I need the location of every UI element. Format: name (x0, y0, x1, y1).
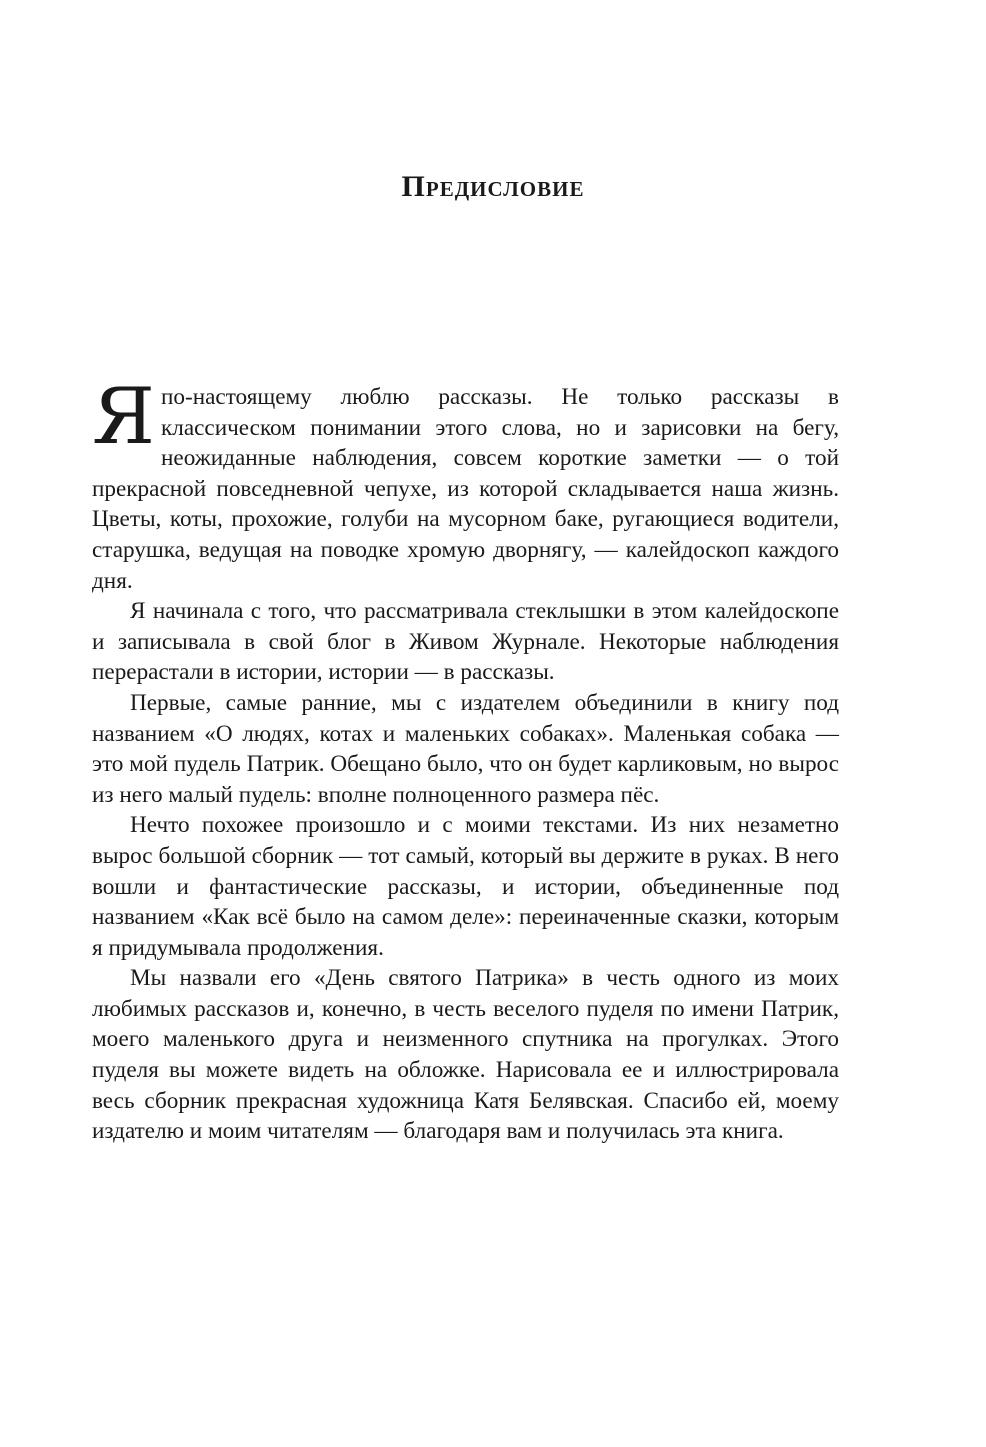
paragraph-3: Первые, самые ранние, мы с издателем объединили в книгу под названием «О людях, котах и маленьких собаках». Маленькая собака — это мой пудель Патрик. Обещано было, что он будет карликовым, но вырос из него малый пудель: вполне полноценного размера пёс. (92, 689, 839, 808)
paragraph-2: Я начинала с того, что рассматривала стеклышки в этом калейдоскопе и записывала в свой блог в Живом Журнале. Некоторые наблюдения перерастали в истории, истории — в рассказы. (92, 598, 839, 686)
paragraph-5: Мы назвали его «День святого Патрика» в честь одного из моих любимых рассказов и, конечно, в честь веселого пуделя по имени Патрик, моего маленького друга и неизменного спутника на прогулках. Этого пуделя вы можете видеть на обложке. Нарисовала ее и иллюстрировала весь сборник прекрасная художница Катя Белявская. Спасибо ей, моему издателю и моим читателям — благодаря вам и получилась эта книга. (92, 965, 839, 1145)
paragraph-1 (92, 372, 839, 596)
page-title: Предисловие (401, 170, 585, 203)
drop-cap: Я (92, 372, 155, 462)
paragraph-1-text: по-настоящему люблю рассказы. Не только рассказы в классическом понимании этого слова, но и зарисовки на бегу, неожиданные наблюдения, совсем короткие заметки — о той прекрасной повседневной чепухе, из которой складывается наша жизнь. Цветы, коты, прохожие, голуби на мусорном баке, ругающиеся водители, старушка, ведущая на поводке хромую дворнягу, — калейдоскоп каждого дня. (92, 384, 839, 594)
paragraph-4: Нечто похожее произошло и с моими текстами. Из них незаметно вырос большой сборник — тот самый, который вы держите в руках. В него вошли и фантастические рассказы, и истории, объединенные под названием «Как всё было на самом деле»: переиначенные сказки, которым я придумывала продолжения. (92, 812, 839, 961)
preface-text (92, 372, 839, 1147)
